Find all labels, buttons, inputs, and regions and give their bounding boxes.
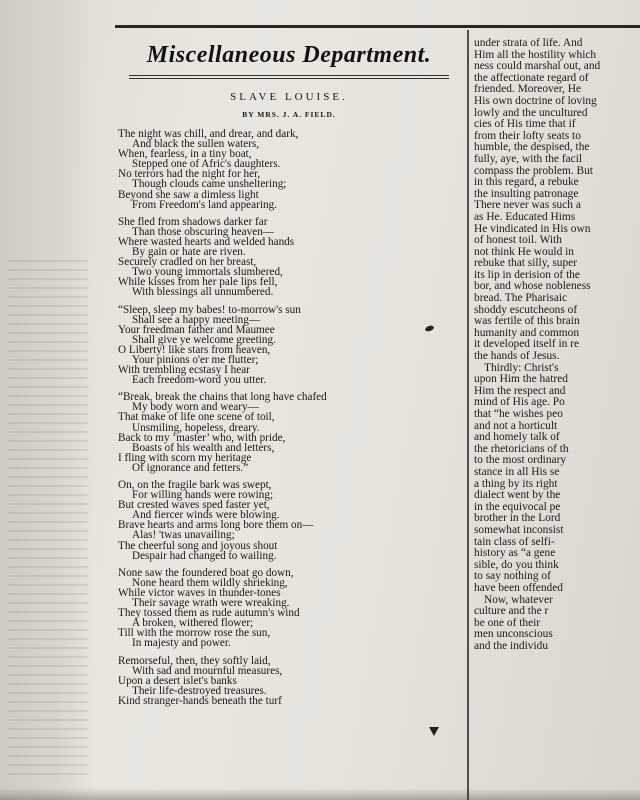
prose-line: His own doctrine of loving <box>474 94 597 107</box>
poem-line: Their life-destroyed treasures. <box>132 684 267 697</box>
poem-stanza <box>118 392 460 473</box>
prose-line: was fertile of this brain <box>474 315 580 328</box>
poem-stanza <box>118 480 460 561</box>
prose-line: He vindicated in His own <box>474 222 591 235</box>
poem-line: For willing hands were rowing; <box>132 489 274 502</box>
prose-line: brother in the Lord <box>474 512 561 525</box>
prose-line: be one of their <box>474 616 541 629</box>
poem-byline: BY MRS. J. A. FIELD. <box>242 110 336 119</box>
poem-line: On, on the fragile bark was swept, <box>118 479 272 491</box>
prose-line: to the most ordinary <box>474 454 567 467</box>
department-title: Miscellaneous Department. <box>146 42 432 68</box>
poem-line: While victor waves in thunder-tones <box>118 586 281 599</box>
poem-line: The night was chill, and drear, and dark, <box>118 128 299 140</box>
poem-stanza <box>118 129 460 210</box>
poem-line: Two young immortals slumbered, <box>132 266 283 279</box>
poem-line: With sad and mournful measures, <box>132 664 283 677</box>
poem-line: And black the sullen waters, <box>132 138 260 151</box>
poem-body <box>118 129 460 706</box>
poem-stanza <box>118 305 460 386</box>
prose-line: history as “a gene <box>474 547 556 560</box>
poem-line: Boasts of his wealth and letters, <box>132 441 275 454</box>
poem-line: Back to my ‘master’ who, with pride, <box>118 431 286 444</box>
poem-line: By gain or hate are riven. <box>132 246 246 259</box>
poem-line: Than those obscuring heaven— <box>132 225 274 238</box>
poem-line: My body worn and weary— <box>132 401 259 414</box>
prose-line: dialect went by the <box>474 489 561 502</box>
poem-line: Kind stranger-hands beneath the turf <box>118 694 282 707</box>
poem-line: Unsmiling, hopeless, dreary. <box>132 421 260 434</box>
prose-line: cies of His time that if <box>474 118 576 131</box>
poem-stanza <box>118 656 460 706</box>
prose-line: humble, the despised, the <box>474 141 590 154</box>
poem-line: “Break, break the chains that long have chafed <box>118 391 327 404</box>
right-column <box>474 38 640 652</box>
poem-line: None saw the foundered boat go down, <box>118 566 294 579</box>
prose-line: and homely talk of <box>474 431 560 444</box>
poem-line: “Sleep, sleep my babes! to-morrow's sun <box>118 303 301 316</box>
prose-line: stance in all His se <box>474 465 560 478</box>
prose-line: it developed itself in re <box>474 338 580 351</box>
prose-line: the rhetoricians of th <box>474 442 569 455</box>
poem-line: O Liberty! like stars from heaven, <box>118 343 271 356</box>
poem-line: Brave hearts and arms long bore them on— <box>118 519 314 532</box>
poem-line: Your pinions o'er me flutter; <box>132 353 259 366</box>
poem-line: Your freedman father and Maumee <box>118 323 275 336</box>
prose-body <box>474 38 640 652</box>
poem-line: Their savage wrath were wreaking. <box>132 597 290 610</box>
prose-line: bor, and whose nobleness <box>474 280 591 293</box>
prose-line: upon Him the hatred <box>474 373 568 386</box>
prose-line: Now, whatever <box>484 593 553 606</box>
poem-line: I fling with scorn my heritage <box>118 451 252 464</box>
poem-line: No terrors had the night for her, <box>118 168 261 181</box>
page-edge-shadow <box>0 788 640 800</box>
prose-line: to say nothing of <box>474 570 551 583</box>
prose-line: in this regard, a rebuke <box>474 176 579 189</box>
poem-stanza <box>118 217 460 298</box>
prose-line: friended. Moreover, He <box>474 83 582 96</box>
poem-line: And fiercer winds were blowing. <box>132 509 280 522</box>
prose-line: have been offended <box>474 581 563 594</box>
prose-line: culture and the r <box>474 605 549 618</box>
poem-line: Securely cradled on her breast, <box>118 256 257 269</box>
prose-line: the insulting patronage <box>474 187 579 200</box>
prose-line: in the equivocal pe <box>474 500 561 513</box>
poem-line: From Freedom's land appearing. <box>132 198 277 211</box>
prose-line: There never was such a <box>474 199 581 212</box>
prose-line: men unconscious <box>474 628 553 641</box>
poem-line: They tossed them as rude autumn's wind <box>118 607 300 620</box>
prose-line: rebuke that silly, super <box>474 257 578 270</box>
ink-blot <box>429 727 439 736</box>
poem-line: That make of life one scene of toil, <box>118 411 275 424</box>
prose-line: shoddy escutcheons of <box>474 303 578 316</box>
prose-line: Thirdly: Christ's <box>484 361 559 374</box>
prose-line: lowly and the uncultured <box>474 106 588 119</box>
prose-line: tain class of selfi- <box>474 535 555 548</box>
poem-line: A broken, withered flower; <box>132 617 254 630</box>
prose-line: as He. Educated Hims <box>474 210 576 223</box>
bleed-through-text <box>8 260 88 780</box>
prose-line: somewhat inconsist <box>474 523 564 536</box>
prose-line: its lip in derision of the <box>474 268 580 281</box>
poem-title: SLAVE LOUISE. <box>230 91 348 103</box>
prose-line: of honest toil. With <box>474 234 562 247</box>
prose-line: a thing by its right <box>474 477 558 490</box>
poem-line: Shall see a happy meeting— <box>132 313 261 326</box>
poem-line: While kisses from her pale lips fell, <box>118 276 278 289</box>
prose-line: sible, do you think <box>474 558 559 571</box>
prose-line: mind of His age. Po <box>474 396 565 409</box>
poem-line: Beyond she saw a dimless light <box>118 188 259 201</box>
prose-line: Him all the hostility which <box>474 48 597 61</box>
poem-line: Remorseful, then, they softly laid, <box>118 654 271 667</box>
prose-line: ness could marshal out, and <box>474 60 601 73</box>
prose-line: not think He would in <box>474 245 574 258</box>
poem-line: With blessings all unnumbered. <box>132 286 274 299</box>
prose-line: under strata of life. And <box>474 38 583 49</box>
poem-line: Despair had changed to wailing. <box>132 549 277 562</box>
prose-line: that “he wishes peo <box>474 408 563 420</box>
prose-line: compass the problem. But <box>474 164 593 177</box>
poem-line: Till with the morrow rose the sun, <box>118 627 271 640</box>
poem-line: But crested waves sped faster yet, <box>118 499 270 512</box>
prose-line: humanity and common <box>474 326 580 339</box>
poem-line: None heard them wildly shrieking, <box>132 576 288 589</box>
prose-line: the hands of Jesus. <box>474 350 560 363</box>
poem-line: Though clouds came unsheltering; <box>132 178 287 191</box>
column-rule <box>467 30 469 800</box>
poem-line: Of ignorance and fetters.” <box>132 461 249 474</box>
poem-line: Upon a desert islet's banks <box>118 674 237 687</box>
prose-line: and the individu <box>474 639 549 652</box>
poem-line: Shall give ye welcome greeting. <box>132 333 276 346</box>
prose-line: Him the respect and <box>474 384 566 397</box>
poem-line: Stepped one of Afric's daughters. <box>132 158 281 171</box>
prose-line: fully, aye, with the facil <box>474 152 583 165</box>
prose-line: from their lofty seats to <box>474 129 581 142</box>
prose-line: bread. The Pharisaic <box>474 292 568 305</box>
poem-line: With trembling ecstasy I hear <box>118 364 250 377</box>
poem-line: She fled from shadows darker far <box>118 215 268 228</box>
poem-line: Where wasted hearts and welded hands <box>118 235 295 248</box>
poem-line: In majesty and power. <box>132 637 231 650</box>
left-column <box>118 36 460 713</box>
poem-line: Alas! 'twas unavailing; <box>132 529 235 542</box>
top-rule <box>115 25 640 28</box>
title-double-rule <box>129 75 449 79</box>
poem-stanza <box>118 568 460 649</box>
poem-line: When, fearless, in a tiny boat, <box>118 148 252 161</box>
prose-line: the affectionate regard of <box>474 71 589 84</box>
prose-line: and not a horticult <box>474 419 558 432</box>
poem-line: Each freedom-word you utter. <box>132 374 267 387</box>
poem-line: The cheerful song and joyous shout <box>118 539 278 552</box>
